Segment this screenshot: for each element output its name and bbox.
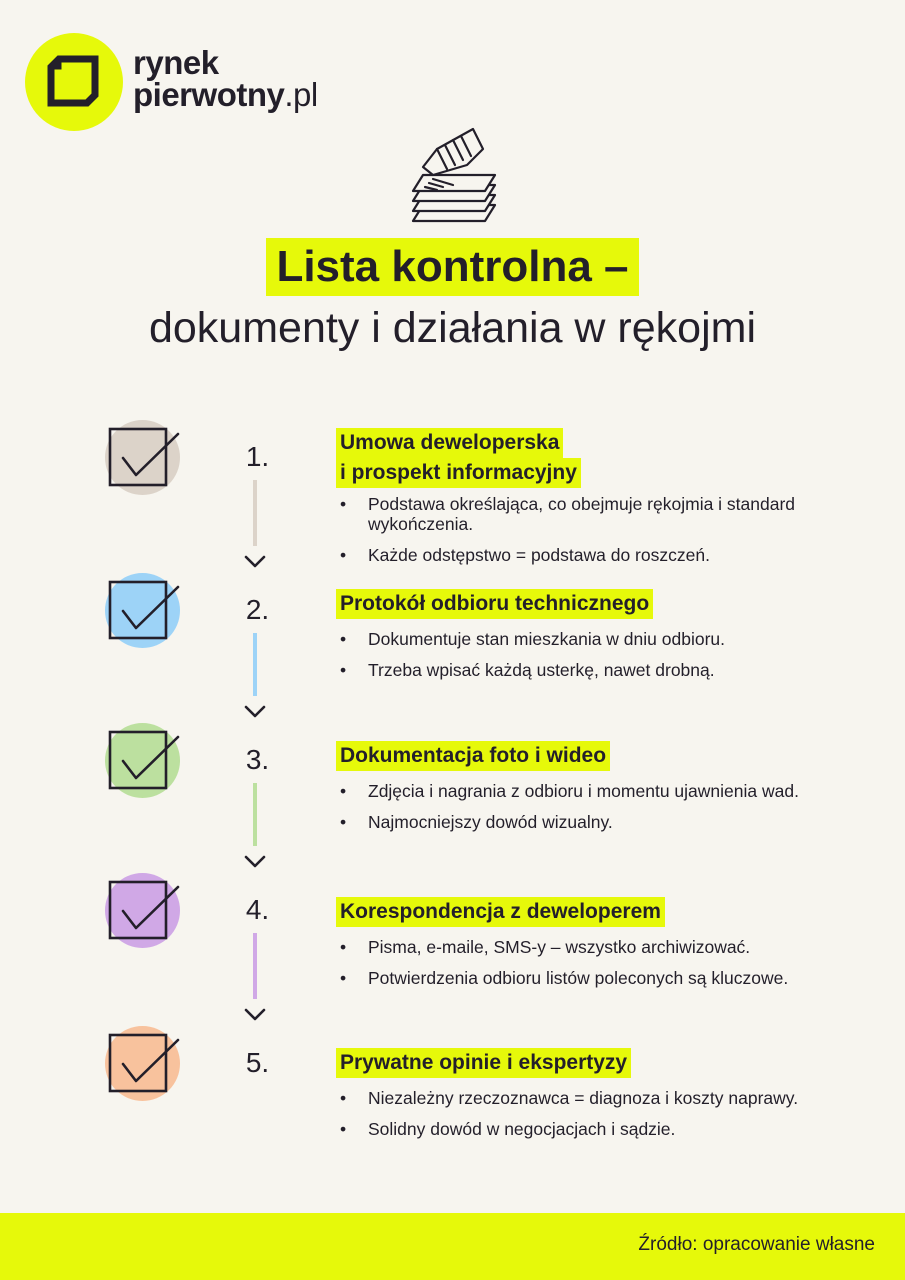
documents-stack-icon — [403, 125, 503, 235]
connector-arrow — [245, 933, 265, 1023]
connector-arrow — [245, 480, 265, 570]
checkmark-icon — [105, 420, 185, 500]
connector-line — [253, 933, 257, 999]
checkbox-icon — [105, 723, 180, 798]
checkbox-icon — [105, 1026, 180, 1101]
bullet-item: • Trzeba wpisać każdą usterkę, nawet drobną. — [340, 660, 870, 680]
item-heading — [336, 428, 581, 488]
connector-line — [253, 480, 257, 546]
item-heading — [336, 897, 665, 927]
checkmark-icon — [105, 573, 185, 653]
item-heading — [336, 589, 653, 619]
bullet-item: • Dokumentuje stan mieszkania w dniu odbioru. — [340, 629, 870, 649]
item-number: 4. — [245, 894, 270, 925]
brand-mark — [25, 33, 123, 131]
brand-line2: pierwotny — [133, 76, 285, 113]
chevron-down-icon — [243, 704, 267, 720]
bullet-list — [340, 781, 870, 843]
page-subtitle: dokumenty i działania w rękojmi — [148, 304, 757, 352]
checkmark-icon — [105, 1026, 185, 1106]
item-heading-line: i prospekt informacyjny — [336, 458, 581, 488]
checklist-item — [0, 1026, 905, 1186]
bullet-item: • Podstawa określająca, co obejmuje rękojmia i standard wykończenia. — [340, 494, 870, 534]
brand-logo[interactable] — [25, 33, 345, 133]
bullet-list — [340, 629, 870, 691]
item-number: 5. — [245, 1047, 270, 1078]
bullet-list — [340, 1088, 870, 1150]
bullet-item: • Niezależny rzeczoznawca = diagnoza i koszty naprawy. — [340, 1088, 870, 1108]
checkbox-icon — [105, 873, 180, 948]
checkbox-icon — [105, 573, 180, 648]
item-heading — [336, 1048, 631, 1078]
connector-line — [253, 783, 257, 846]
item-heading-line: Protokół odbioru technicznego — [336, 589, 653, 619]
connector-line — [253, 633, 257, 696]
bullet-list — [340, 494, 870, 576]
item-heading-line: Umowa deweloperska — [336, 428, 563, 458]
connector-arrow — [245, 783, 265, 870]
bullet-item: • Najmocniejszy dowód wizualny. — [340, 812, 870, 832]
checklist-item — [0, 573, 905, 733]
checkmark-icon — [105, 723, 185, 803]
title-wrap — [0, 238, 905, 296]
item-number: 2. — [245, 594, 270, 625]
bullet-item: • Solidny dowód w negocjacjach i sądzie. — [340, 1119, 870, 1139]
source-note: Źródło: opracowanie własne — [638, 1234, 875, 1255]
item-heading — [336, 741, 610, 771]
bullet-item: • Pisma, e-maile, SMS-y – wszystko archiwizować. — [340, 937, 870, 957]
chevron-down-icon — [243, 1007, 267, 1023]
chevron-down-icon — [243, 854, 267, 870]
brand-name — [133, 44, 318, 113]
square-logo-icon — [47, 55, 101, 109]
brand-line1: rynek — [133, 44, 219, 81]
checkmark-icon — [105, 873, 185, 953]
checklist-item — [0, 420, 905, 580]
item-heading-line: Dokumentacja foto i wideo — [336, 741, 610, 771]
page-title: Lista kontrolna – — [266, 238, 638, 296]
checkbox-icon — [105, 420, 180, 495]
item-heading-line: Prywatne opinie i ekspertyzy — [336, 1048, 631, 1078]
connector-arrow — [245, 633, 265, 720]
bullet-list — [340, 937, 870, 999]
checklist-item — [0, 873, 905, 1033]
item-number: 1. — [245, 441, 270, 472]
item-number: 3. — [245, 744, 270, 775]
chevron-down-icon — [243, 554, 267, 570]
bullet-item: • Potwierdzenia odbioru listów poleconych są kluczowe. — [340, 968, 870, 988]
item-heading-line: Korespondencja z deweloperem — [336, 897, 665, 927]
bullet-item: • Zdjęcia i nagrania z odbioru i momentu ujawnienia wad. — [340, 781, 870, 801]
brand-suffix: .pl — [284, 76, 318, 113]
checklist-item — [0, 723, 905, 883]
bullet-item: • Każde odstępstwo = podstawa do roszczeń. — [340, 545, 870, 565]
footer-bar — [0, 1213, 905, 1280]
